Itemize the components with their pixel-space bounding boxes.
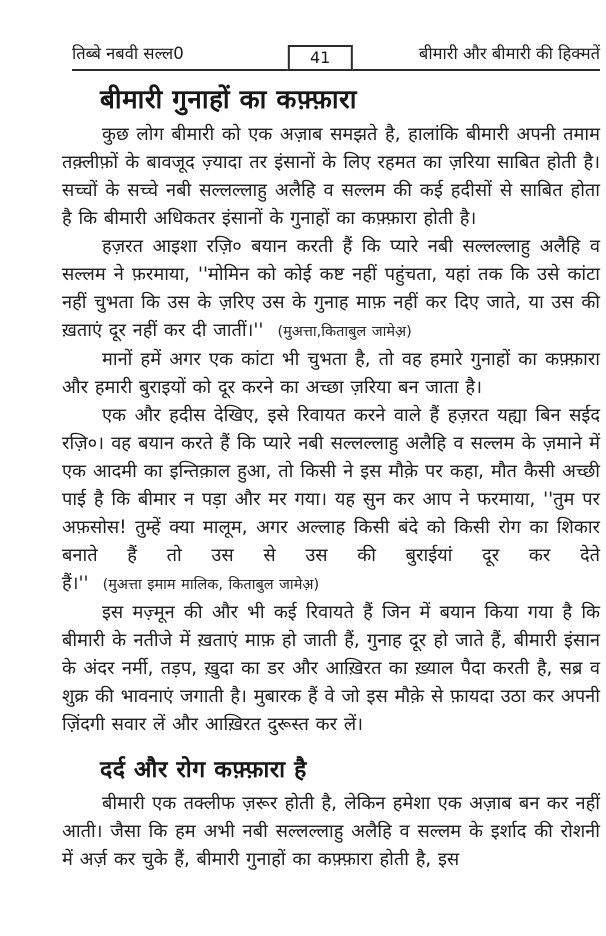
- hadith-source-citation: (मुअत्ता,किताबुल जामेअ़): [277, 323, 412, 340]
- paragraph: [62, 402, 600, 599]
- header-right-title: बीमारी और बीमारी की हिक्मतें: [418, 44, 600, 63]
- paragraph: [62, 599, 600, 739]
- paragraph: [62, 233, 600, 346]
- paragraph-text: बीमारी एक तक्लीफ ज़रूर होती है, लेकिन हमेशा एक अज़ाब बन कर नहीं आती। जैसा कि हम अभी नबी सल्लल्लाहु अलैहि व सल्लम के इर्शाद की रोशनी में अर्ज़ कर चुके हैं, बीमारी गुनाहों का कफ़्फ़ारा होती है, इस: [62, 792, 600, 870]
- paragraph-text: मानों हमें अगर एक कांटा भी चुभता है, तो वह हमारे गुनाहों का कफ़्फ़ारा और हमारी बुराइयों को दूर करने का अच्छा ज़रिया बन जाता है।: [62, 348, 600, 398]
- hadith-source-citation: (मुअत्ता इमाम मालिक, किताबुल जामेअ़): [102, 576, 320, 593]
- page-number-box: [288, 45, 352, 71]
- section-heading-illness-expiation: बीमारी गुनाहों का कफ़्फ़ारा: [100, 84, 357, 115]
- paragraph: [62, 121, 600, 233]
- section-heading-pain-and-disease: दर्द और रोग कफ़्फ़ारा है: [100, 756, 307, 783]
- paragraph: [62, 346, 600, 402]
- running-header: [72, 44, 600, 71]
- paragraph-text: हज़रत आइशा रज़ि० बयान करती हैं कि प्यारे नबी सल्लल्लाहु अलैहि व सल्लम ने फ़रमाया, ''मोमिन को कोई कष्ट नहीं पहुंचता, यहां तक कि उसे कांटा नहीं चुभता कि उस के ज़रिए उस के गुनाह माफ़ नहीं कर दिए जाते, या उस की ख़ताएं दूर नहीं कर दी जातीं।'': [62, 235, 600, 341]
- paragraph-text: इस मज़्मून की और भी कई रिवायते हैं जिन में बयान किया गया है कि बीमारी के नतीजे में ख़ताएं माफ़ हो जाती हैं, गुनाह दूर हो जाते हैं, बीमारी इंसान के अंदर नर्मी, तड़प, ख़ुदा का डर और आख़िरत का ख़्याल पैदा करती है, सब्र व शुक्र की भावनाएं जगाती है। मुबारक हैं वे जो इस मौक़े से फ़ायदा उठा कर अपनी ज़िंदगी सवार लें और आख़िरत दुरूस्त कर लें।: [62, 601, 600, 735]
- page-number: 41: [309, 47, 331, 67]
- paragraph-text: कुछ लोग बीमारी को एक अज़ाब समझते है, हालांकि बीमारी अपनी तमाम तक़्लीफ़ों के बावजूद ज़्यादा तर इंसानों के लिए रहमत का ज़रिया साबित होती है। सच्चों के सच्चे नबी सल्लल्लाहु अलैहि व सल्लम की कई हदीसों से साबित होता है कि बीमारी अधिकतर इंसानों के गुनाहों का कफ़्फ़ारा होती है।: [62, 123, 600, 229]
- paragraph: [62, 790, 600, 874]
- header-left-title: तिब्बे नबवी सल्ल0: [72, 44, 184, 63]
- paragraph-text: एक और हदीस देखिए, इसे रिवायत करने वाले हैं हज़रत यह्या बिन सईद रज़ि०। वह बयान करते हैं कि प्यारे नबी सल्लल्लाहु अलैहि व सल्लम के ज़माने में एक आदमी का इन्तिक़ाल हुआ, तो किसी ने इस मौक़े पर कहा, मौत कैसी अच्छी पाई है कि बीमार न पड़ा और मर गया। यह सुन कर आप ने फरमाया, ''तुम पर अफ़सोस! तुम्हें क्या मालूम, अगर अल्लाह किसी बंदे को किसी रोग का शिकार बनाते हैं तो उस से उस की बुराईयां दूर कर देते हैं।'': [62, 404, 600, 594]
